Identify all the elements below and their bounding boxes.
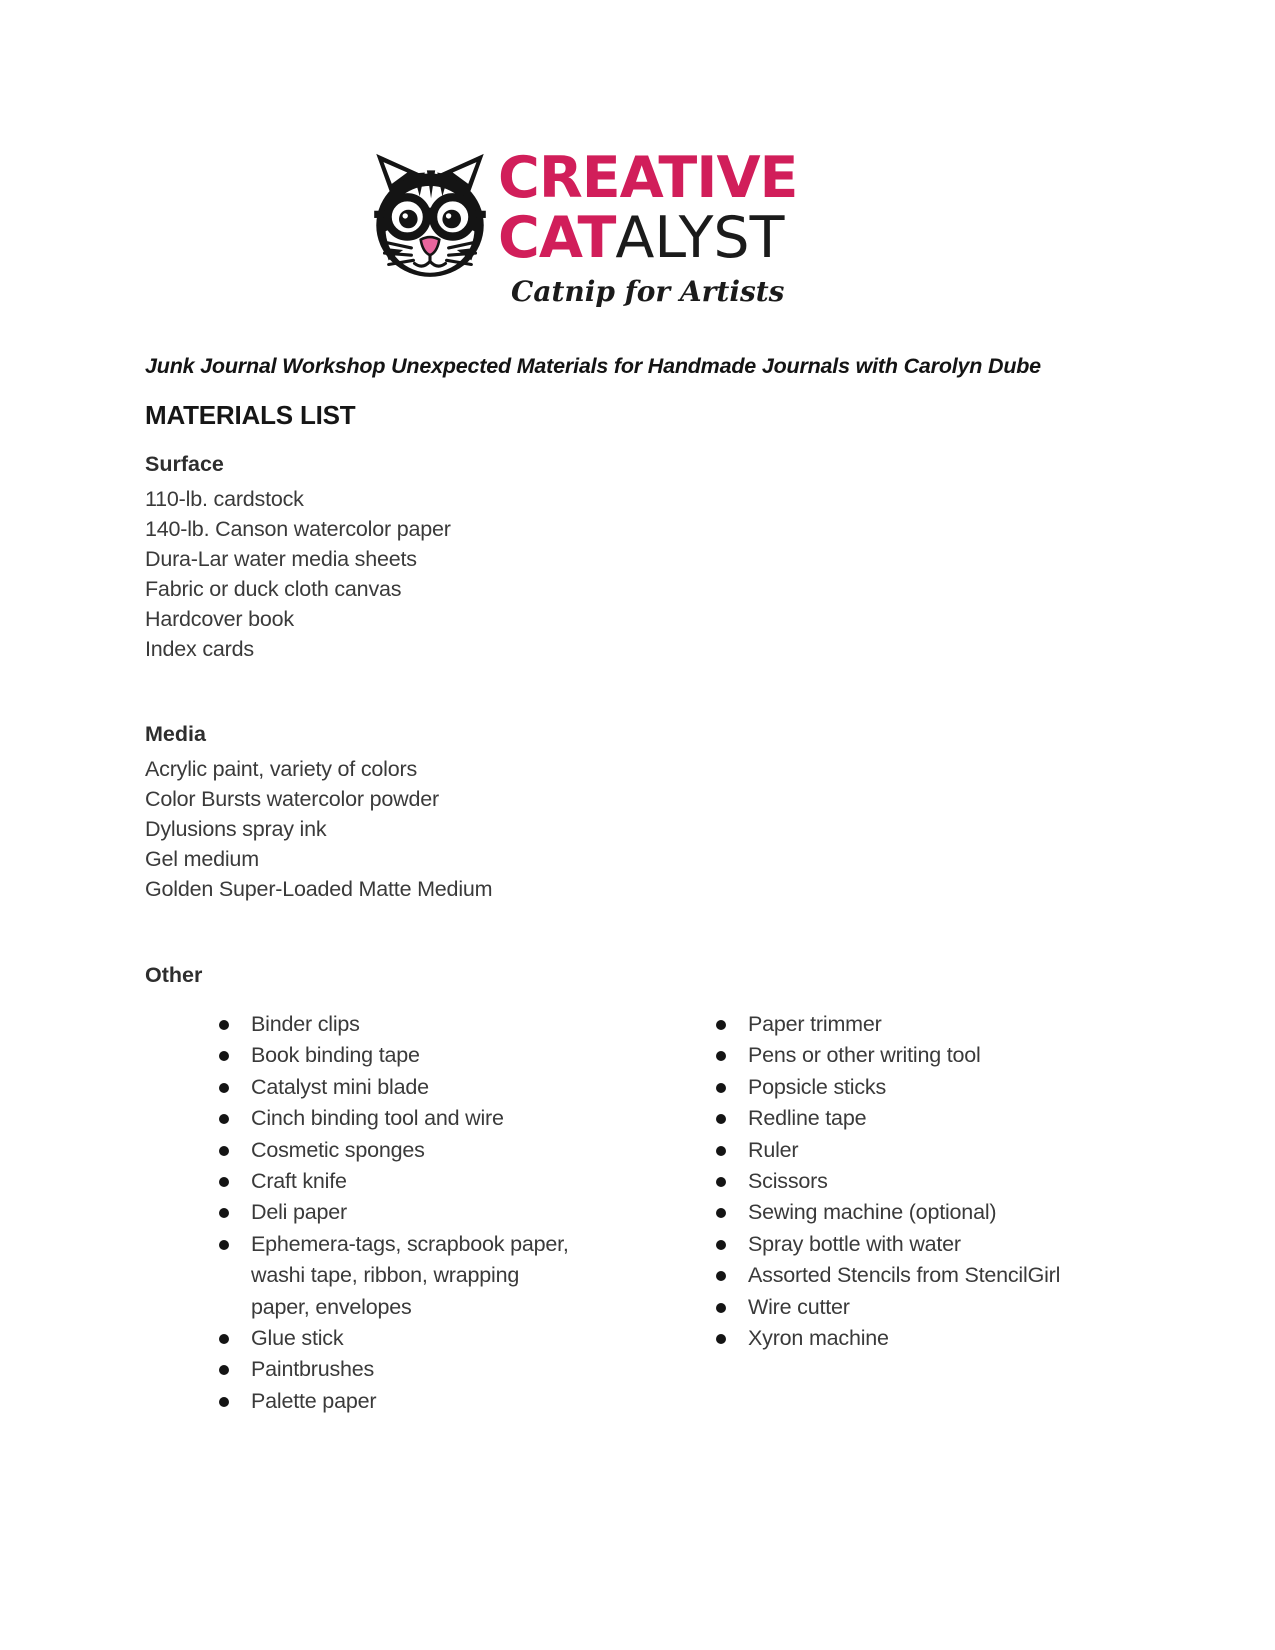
section-heading-other: Other [145, 963, 203, 987]
brand-text [498, 145, 798, 308]
bullet-item: Binder clips [207, 1009, 575, 1040]
bullet-item: Ephemera-tags, scrapbook paper, washi tape, ribbon, wrapping paper, envelopes [207, 1229, 575, 1323]
list-item: Gel medium [145, 847, 259, 871]
other-bullets-right-column [704, 1009, 1144, 1354]
bullet-item: Xyron machine [704, 1323, 1144, 1354]
bullet-item: Wire cutter [704, 1292, 1144, 1323]
bullet-item: Glue stick [207, 1323, 575, 1354]
bullet-item: Book binding tape [207, 1040, 575, 1071]
bullet-item: Ruler [704, 1135, 1144, 1166]
bullet-item: Spray bottle with water [704, 1229, 1144, 1260]
list-item: Acrylic paint, variety of colors [145, 757, 417, 781]
bullet-item: Scissors [704, 1166, 1144, 1197]
brand-name-alyst: ALYST [615, 205, 785, 271]
bullet-item: Cosmetic sponges [207, 1135, 575, 1166]
section-heading-media: Media [145, 722, 206, 746]
creative-catalyst-logo [368, 145, 798, 308]
bullet-item: Paper trimmer [704, 1009, 1144, 1040]
list-item: Color Bursts watercolor powder [145, 787, 439, 811]
list-item: Dylusions spray ink [145, 817, 327, 841]
brand-name-line2 [498, 205, 798, 271]
section-heading-surface: Surface [145, 452, 224, 476]
document-title: Junk Journal Workshop Unexpected Materials for Handmade Journals with Carolyn Dube [145, 354, 1041, 378]
list-item: 140-lb. Canson watercolor paper [145, 517, 451, 541]
bullet-item: Popsicle sticks [704, 1072, 1144, 1103]
brand-name-line1: CREATIVE [498, 145, 798, 211]
brand-name-cat: CAT [498, 205, 616, 271]
section-surface [145, 452, 451, 664]
media-item-list [145, 754, 492, 904]
bullet-item: Cinch binding tool and wire [207, 1103, 575, 1134]
bullet-item: Assorted Stencils from StencilGirl [704, 1260, 1144, 1291]
list-item: Dura-Lar water media sheets [145, 547, 417, 571]
bullet-item: Pens or other writing tool [704, 1040, 1144, 1071]
bullet-item: Catalyst mini blade [207, 1072, 575, 1103]
list-item: Hardcover book [145, 607, 294, 631]
bullet-item: Sewing machine (optional) [704, 1197, 1144, 1228]
bullet-item: Craft knife [207, 1166, 575, 1197]
bullet-item: Redline tape [704, 1103, 1144, 1134]
cat-with-glasses-icon [368, 150, 492, 288]
list-item: 110-lb. cardstock [145, 487, 304, 511]
bullet-item: Deli paper [207, 1197, 575, 1228]
list-item: Golden Super-Loaded Matte Medium [145, 877, 493, 901]
list-item: Index cards [145, 637, 254, 661]
brand-tagline: Catnip for Artists [511, 275, 785, 308]
other-bullets-left-column [207, 1009, 575, 1417]
surface-item-list [145, 484, 451, 664]
bullet-item: Palette paper [207, 1386, 575, 1417]
section-media [145, 722, 492, 904]
materials-list-heading: MATERIALS LIST [145, 400, 356, 430]
list-item: Fabric or duck cloth canvas [145, 577, 402, 601]
bullet-item: Paintbrushes [207, 1354, 575, 1385]
